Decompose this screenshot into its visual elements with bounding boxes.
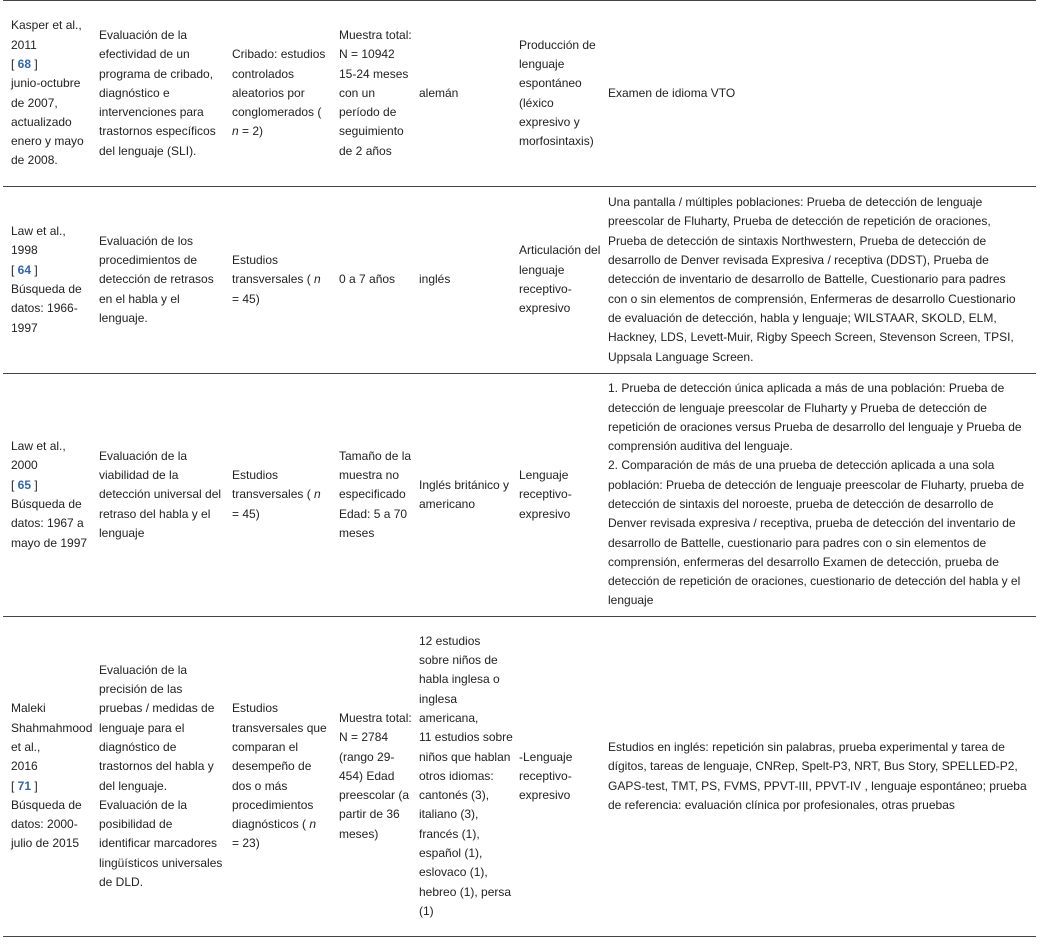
language-text: 11 estudios sobre niños que hablan otros idiomas: cantonés (3), italiano (3), francés (1), español (1), eslovaco (1), hebreo (1), persa (1) bbox=[419, 730, 513, 918]
table-row bbox=[3, 187, 1036, 374]
study-author: Law et al., bbox=[11, 439, 66, 454]
study-author: Kasper et al., bbox=[11, 18, 82, 33]
sample-cell: 0 a 7 años bbox=[339, 187, 419, 374]
design-text: Estudios transversales que comparan el desempeño de dos o más procedimientos diagnósticos ( bbox=[232, 701, 327, 832]
design-count: = 2) bbox=[242, 124, 264, 139]
design-cell bbox=[232, 187, 339, 374]
tests-cell bbox=[608, 617, 1036, 937]
purpose-cell: Evaluación de la efectividad de un programa de cribado, diagnóstico e intervenciones para trastornos específicos del lenguaje (SLI). bbox=[99, 1, 232, 187]
reference-link[interactable]: 65 bbox=[17, 477, 32, 492]
domain-cell: Lenguaje receptivo-expresivo bbox=[519, 374, 608, 617]
study-author: Law et al., bbox=[11, 224, 66, 239]
design-count: = 23) bbox=[232, 836, 260, 851]
language-cell: alemán bbox=[419, 1, 519, 187]
study-cell: Maleki Shahmahmood et al., 2016 [ 71 ] Búsqueda de datos: 2000-julio de 2015 bbox=[3, 617, 99, 937]
reference-link[interactable]: 68 bbox=[17, 56, 32, 71]
study-author: Maleki Shahmahmood et al., bbox=[11, 701, 93, 754]
design-count: = 45) bbox=[232, 506, 260, 521]
tests-text: 1. Prueba de detección única aplicada a más de una población: Prueba de detección de lenguaje preescolar de Fluharty y Prueba de detección de repetición de oraciones versus Prueba de desarrollo del lenguaje y Prueba de comprensión auditiva del lenguaje. bbox=[608, 381, 1022, 454]
language-cell: inglés bbox=[419, 187, 519, 374]
tests-cell bbox=[608, 1, 1036, 187]
studies-table bbox=[3, 0, 1036, 937]
study-cell: Kasper et al., 2011 [ 68 ] junio-octubre de 2007, actualizado enero y mayo de 2008. bbox=[3, 1, 99, 187]
design-n: n bbox=[232, 124, 239, 139]
tests-cell bbox=[608, 187, 1036, 374]
tests-text: Examen de idioma VTO bbox=[608, 85, 736, 100]
design-n: n bbox=[314, 272, 321, 287]
study-search: Búsqueda de datos: 2000-julio de 2015 bbox=[11, 797, 82, 851]
tests-text: Una pantalla / múltiples poblaciones: Prueba de detección de lenguaje preescolar de Fluharty, Prueba de detección de repetición de oraciones, Prueba de detección de sintaxis Northwestern, Prueba de detección de desarrollo de Denver revisada Expresiva / receptiva (DDST), Prueba de detección de inventario de desarrollo de Battelle, Cuestionario para padres con o sin elementos de comprensión, Enfermeras de desarrollo Cuestionario de evaluación de detección, habla y lenguaje; WILSTAAR, SKOLD, ELM, Hackney, LDS, Levett-Muir, Rigby Speech Screen, Stevenson Screen, TPSI, Uppsala Language Screen. bbox=[608, 195, 1016, 364]
study-year: 2000 bbox=[11, 458, 38, 473]
design-n: n bbox=[314, 487, 321, 502]
reference-link[interactable]: 64 bbox=[17, 262, 32, 277]
design-count: = 45) bbox=[232, 291, 260, 306]
purpose-cell: Evaluación de los procedimientos de detección de retrasos en el habla y el lenguaje. bbox=[99, 187, 232, 374]
tests-text: Estudios en inglés: repetición sin palabras, prueba experimental y tarea de dígitos, tareas de lenguaje, CNRep, Spelt-P3, NRT, Bus Story, SPELLED-P2, GAPS-test, TMT, PS, FVMS, PPVT-III, PPVT-IV , lenguaje espontáneo; prueba de referencia: evaluación clínica por profesionales, otras pruebas bbox=[608, 739, 1027, 812]
design-n: n bbox=[309, 817, 317, 832]
design-text: Estudios transversales ( bbox=[232, 253, 311, 287]
reference-link[interactable]: 71 bbox=[17, 778, 32, 793]
sample-cell: Muestra total: N = 10942 15-24 meses con un período de seguimiento de 2 años bbox=[339, 1, 419, 187]
study-search: junio-octubre de 2007, actualizado enero y mayo de 2008. bbox=[11, 76, 84, 168]
purpose-cell: Evaluación de la precisión de las pruebas / medidas de lenguaje para el diagnóstico de trastornos del habla y del lenguaje. Evaluación de la posibilidad de identificar marcadores lingüísticos universales de DLD. bbox=[99, 617, 232, 937]
domain-cell: Articulación del lenguaje receptivo-expresivo bbox=[519, 187, 608, 374]
domain-cell: Producción de lenguaje espontáneo (léxico expresivo y morfosintaxis) bbox=[519, 1, 608, 187]
table-row bbox=[3, 374, 1036, 617]
study-year: 1998 bbox=[11, 243, 38, 258]
study-cell: Law et al., 1998 [ 64 ] Búsqueda de datos: 1966-1997 bbox=[3, 187, 99, 374]
design-text: Estudios transversales ( bbox=[232, 468, 311, 502]
language-cell bbox=[419, 617, 519, 937]
study-cell: Law et al., 2000 [ 65 ] Búsqueda de datos: 1967 a mayo de 1997 bbox=[3, 374, 99, 617]
study-search: Búsqueda de datos: 1967 a mayo de 1997 bbox=[11, 497, 88, 550]
sample-cell: Tamaño de la muestra no especificado Edad: 5 a 70 meses bbox=[339, 374, 419, 617]
sample-cell: Muestra total: N = 2784 (rango 29-454) Edad preescolar (a partir de 36 meses) bbox=[339, 617, 419, 937]
design-cell bbox=[232, 617, 339, 937]
table-row bbox=[3, 1, 1036, 187]
design-cell bbox=[232, 374, 339, 617]
language-cell: Inglés británico y americano bbox=[419, 374, 519, 617]
design-text: Cribado: estudios controlados aleatorios por conglomerados ( bbox=[232, 47, 326, 120]
design-cell bbox=[232, 1, 339, 187]
study-search: Búsqueda de datos: 1966-1997 bbox=[11, 282, 82, 335]
study-year: 2011 bbox=[11, 37, 37, 52]
purpose-cell: Evaluación de la viabilidad de la detección universal del retraso del habla y el lenguaje bbox=[99, 374, 232, 617]
language-text: 12 estudios sobre niños de habla inglesa o inglesa americana, bbox=[419, 633, 500, 725]
domain-cell: -Lenguaje receptivo-expresivo bbox=[519, 617, 608, 937]
table-row bbox=[3, 617, 1036, 937]
tests-cell bbox=[608, 374, 1036, 617]
tests-text: 2. Comparación de más de una prueba de detección aplicada a una sola población: Prueba de detección de lenguaje preescolar de Fluharty, prueba de detección de sintaxis del noroeste, prueba de detección de desarrollo de Denver revisada expresiva / receptiva, prueba de detección del inventario de desarrollo de Battelle, cuestionario para padres con o sin elementos de comprensión, enfermeras del desarrollo Examen de detección, prueba de detección de repetición de oraciones, cuestionario de detección del habla y el lenguaje bbox=[608, 458, 1025, 608]
study-year: 2016 bbox=[11, 759, 38, 774]
